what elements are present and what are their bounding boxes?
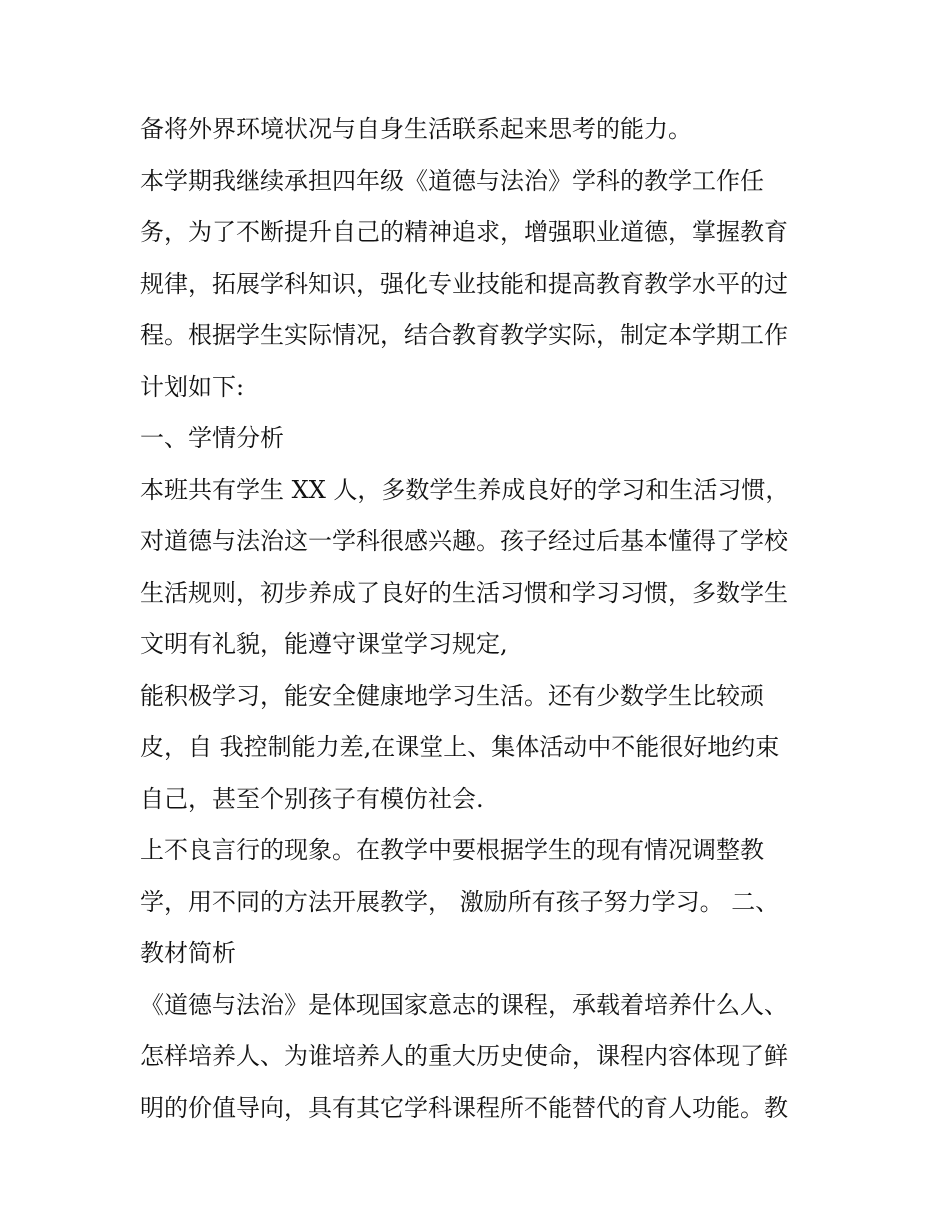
text-line: 程。根据学生实际情况，结合教育教学实际，制定本学期工作: [140, 321, 788, 349]
text-line: 务，为了不断提升自己的精神追求，增强职业道德，掌握教育: [140, 218, 788, 246]
section-heading: 教材简析: [140, 939, 236, 967]
text-line: 本学期我继续承担四年级《道德与法治》学科的教学工作任: [140, 166, 764, 195]
text-line: 生活规则，初步养成了良好的生活习惯和学习习惯，多数学生: [140, 578, 788, 607]
section-heading: 一、学情分析: [140, 424, 284, 452]
text-line: 皮，自 我控制能力差,在课堂上、集体活动中不能很好地约束: [140, 733, 780, 761]
text-line: 能积极学习，能安全健康地学习生活。还有少数学生比较顽: [140, 681, 764, 710]
text-line: 计划如下:: [140, 372, 245, 401]
text-line: 怎样培养人、为谁培养人的重大历史使命，课程内容体现了鲜: [140, 1042, 788, 1070]
text-line: 明的价值导向，具有其它学科课程所不能替代的育人功能。教: [140, 1093, 788, 1122]
text-line: 备将外界环境状况与自身生活联系起来思考的能力。: [140, 115, 692, 143]
text-line: 对道德与法治这一学科很感兴趣。孩子经过后基本懂得了学校: [140, 527, 788, 555]
text-line: 文明有礼貌，能遵守课堂学习规定,: [140, 630, 508, 658]
text-line: 学，用不同的方法开展教学， 激励所有孩子努力学习。 二、: [140, 887, 780, 916]
text-line: 本班共有学生 XX 人，多数学生养成良好的学习和生活习惯，: [140, 475, 790, 504]
text-line: 规律，拓展学科知识，强化专业技能和提高教育教学水平的过: [140, 269, 788, 298]
body-text: [140, 104, 820, 1134]
text-line: 上不良言行的现象。在教学中要根据学生的现有情况调整教: [140, 836, 764, 864]
text-line: 自己，甚至个别孩子有模仿社会.: [140, 784, 484, 813]
text-line: 《道德与法治》是体现国家意志的课程，承载着培养什么人、: [140, 990, 788, 1019]
